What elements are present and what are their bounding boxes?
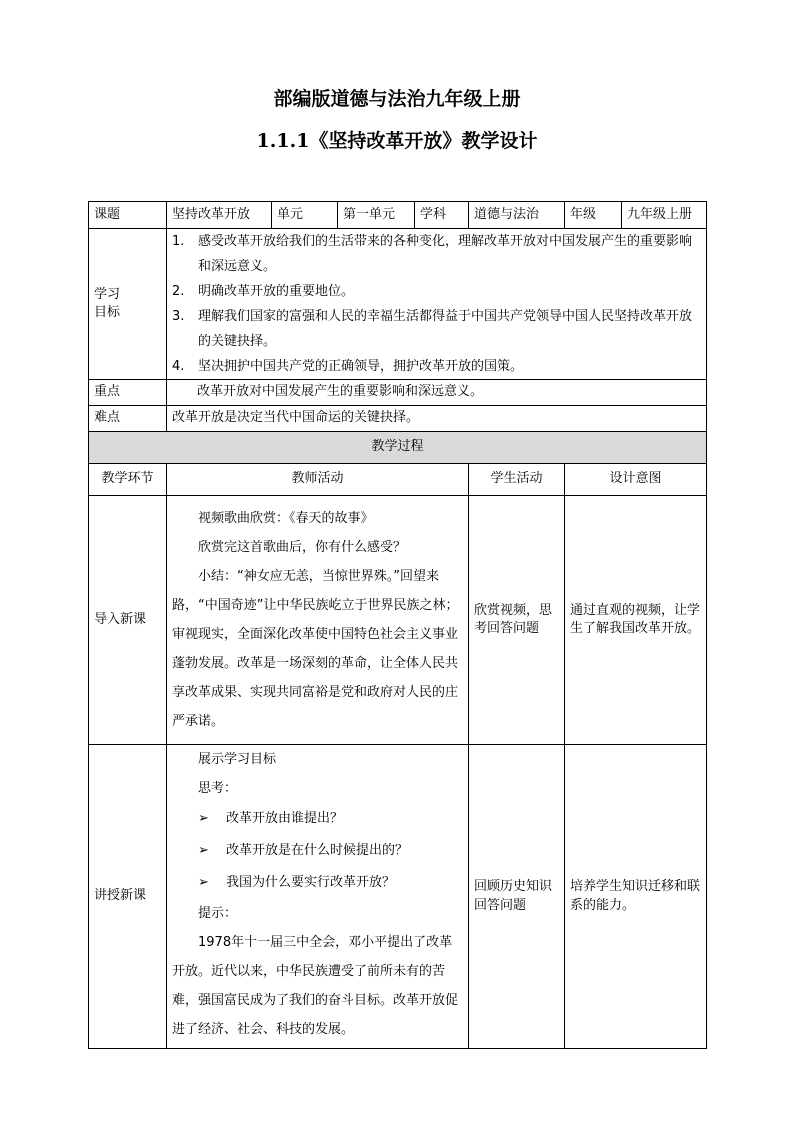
- topic-label: 课题: [89, 202, 167, 229]
- goal-text: 理解我们国家的富强和人民的幸福生活都得益于中国共产党领导中国人民坚持改革开放的关键抉择。: [198, 309, 693, 349]
- goal-number: 1.: [172, 234, 185, 249]
- lesson-plan-table: [88, 201, 707, 1049]
- intro-summary: 小结：“神女应无恙，当惊世界殊。”回望来路，“中国奇迹”让中华民族屹立于世界民族之林；审视现实，全面深化改革使中国特色社会主义事业蓬勃发展。改革是一场深刻的革命，让全体人民共享改革成果、实现共同富裕是党和政府对人民的庄严承诺。: [172, 569, 459, 729]
- intro-line-question: 欣赏完这首歌曲后，你有什么感受？: [198, 540, 407, 555]
- intro-line-video: 视频歌曲欣赏：《春天的故事》: [198, 511, 374, 526]
- process-title: 教学过程: [89, 432, 707, 464]
- intro-row: [89, 496, 707, 745]
- hint-text: 1978年十一届三中全会，邓小平提出了改革开放。近代以来，中华民族遭受了前所未有的苦难，强国富民成为了我们的奋斗目标。改革开放促进了经济、社会、科技的发展。: [172, 935, 459, 1037]
- goal-item: [172, 354, 701, 379]
- goal-item: [172, 229, 701, 279]
- document-title: 部编版道德与法治九年级上册: [273, 88, 521, 110]
- lecture-think-label: 思考：: [198, 781, 238, 796]
- key-point-label: 重点: [89, 380, 167, 406]
- header-teacher: 教师活动: [167, 464, 469, 496]
- subject-label: 学科: [415, 202, 469, 229]
- question-item: [172, 867, 463, 899]
- key-point-row: [89, 380, 707, 406]
- goal-item: [172, 304, 701, 354]
- lecture-stage: 讲授新课: [89, 745, 167, 1049]
- goals-label-line2: 目标: [94, 305, 121, 320]
- difficulty-label: 难点: [89, 406, 167, 432]
- goal-number: 4.: [172, 359, 185, 374]
- question-item: [172, 803, 463, 835]
- process-header-row: [89, 464, 707, 496]
- info-row: [89, 202, 707, 229]
- intro-design-intent: 通过直观的视频，让学生了解我国改革开放。: [565, 496, 707, 745]
- grade-value: 九年级上册: [622, 202, 707, 229]
- intro-stage: 导入新课: [89, 496, 167, 745]
- question-text: 我国为什么要实行改革开放？: [226, 875, 396, 890]
- intro-teacher-activity: [167, 496, 469, 745]
- question-item: [172, 835, 463, 867]
- lecture-teacher-activity: [167, 745, 469, 1049]
- hint-label: 提示：: [198, 906, 238, 921]
- lecture-design-intent: 培养学生知识迁移和联系的能力。: [565, 745, 707, 1049]
- unit-label: 单元: [272, 202, 338, 229]
- document-subtitle: 1.1.1《坚持改革开放》教学设计: [256, 130, 538, 152]
- process-title-row: [89, 432, 707, 464]
- lecture-row: [89, 745, 707, 1049]
- intro-student-activity: 欣赏视频，思考回答问题: [469, 496, 565, 745]
- goal-text: 感受改革开放给我们的生活带来的各种变化，理解改革开放对中国发展产生的重要影响和深远意义。: [198, 234, 693, 274]
- goal-text: 坚决拥护中国共产党的正确领导，拥护改革开放的国策。: [198, 359, 524, 374]
- lecture-goal-line: 展示学习目标: [198, 752, 277, 767]
- goal-item: [172, 279, 701, 304]
- difficulty-row: [89, 406, 707, 432]
- topic-value: 坚持改革开放: [167, 202, 272, 229]
- key-point-text: 改革开放对中国发展产生的重要影响和深远意义。: [167, 380, 707, 406]
- subject-value: 道德与法治: [469, 202, 565, 229]
- arrow-bullet-icon: ➢: [198, 811, 209, 826]
- goals-label-line1: 学习: [94, 286, 121, 302]
- unit-value: 第一单元: [338, 202, 415, 229]
- arrow-bullet-icon: ➢: [198, 875, 209, 890]
- question-text: 改革开放由谁提出？: [226, 811, 344, 826]
- goal-text: 明确改革开放的重要地位。: [198, 284, 355, 299]
- goals-label: [89, 229, 167, 380]
- header-intent: 设计意图: [565, 464, 707, 496]
- header-student: 学生活动: [469, 464, 565, 496]
- lecture-student-activity: 回顾历史知识回答问题: [469, 745, 565, 1049]
- header-stage: 教学环节: [89, 464, 167, 496]
- grade-label: 年级: [565, 202, 622, 229]
- goal-number: 3.: [172, 309, 185, 324]
- arrow-bullet-icon: ➢: [198, 843, 209, 858]
- question-text: 改革开放是在什么时候提出的？: [226, 843, 409, 858]
- difficulty-text: 改革开放是决定当代中国命运的关键抉择。: [167, 406, 707, 432]
- goals-list: [167, 229, 707, 380]
- goal-number: 2.: [172, 284, 185, 299]
- goals-row: [89, 229, 707, 380]
